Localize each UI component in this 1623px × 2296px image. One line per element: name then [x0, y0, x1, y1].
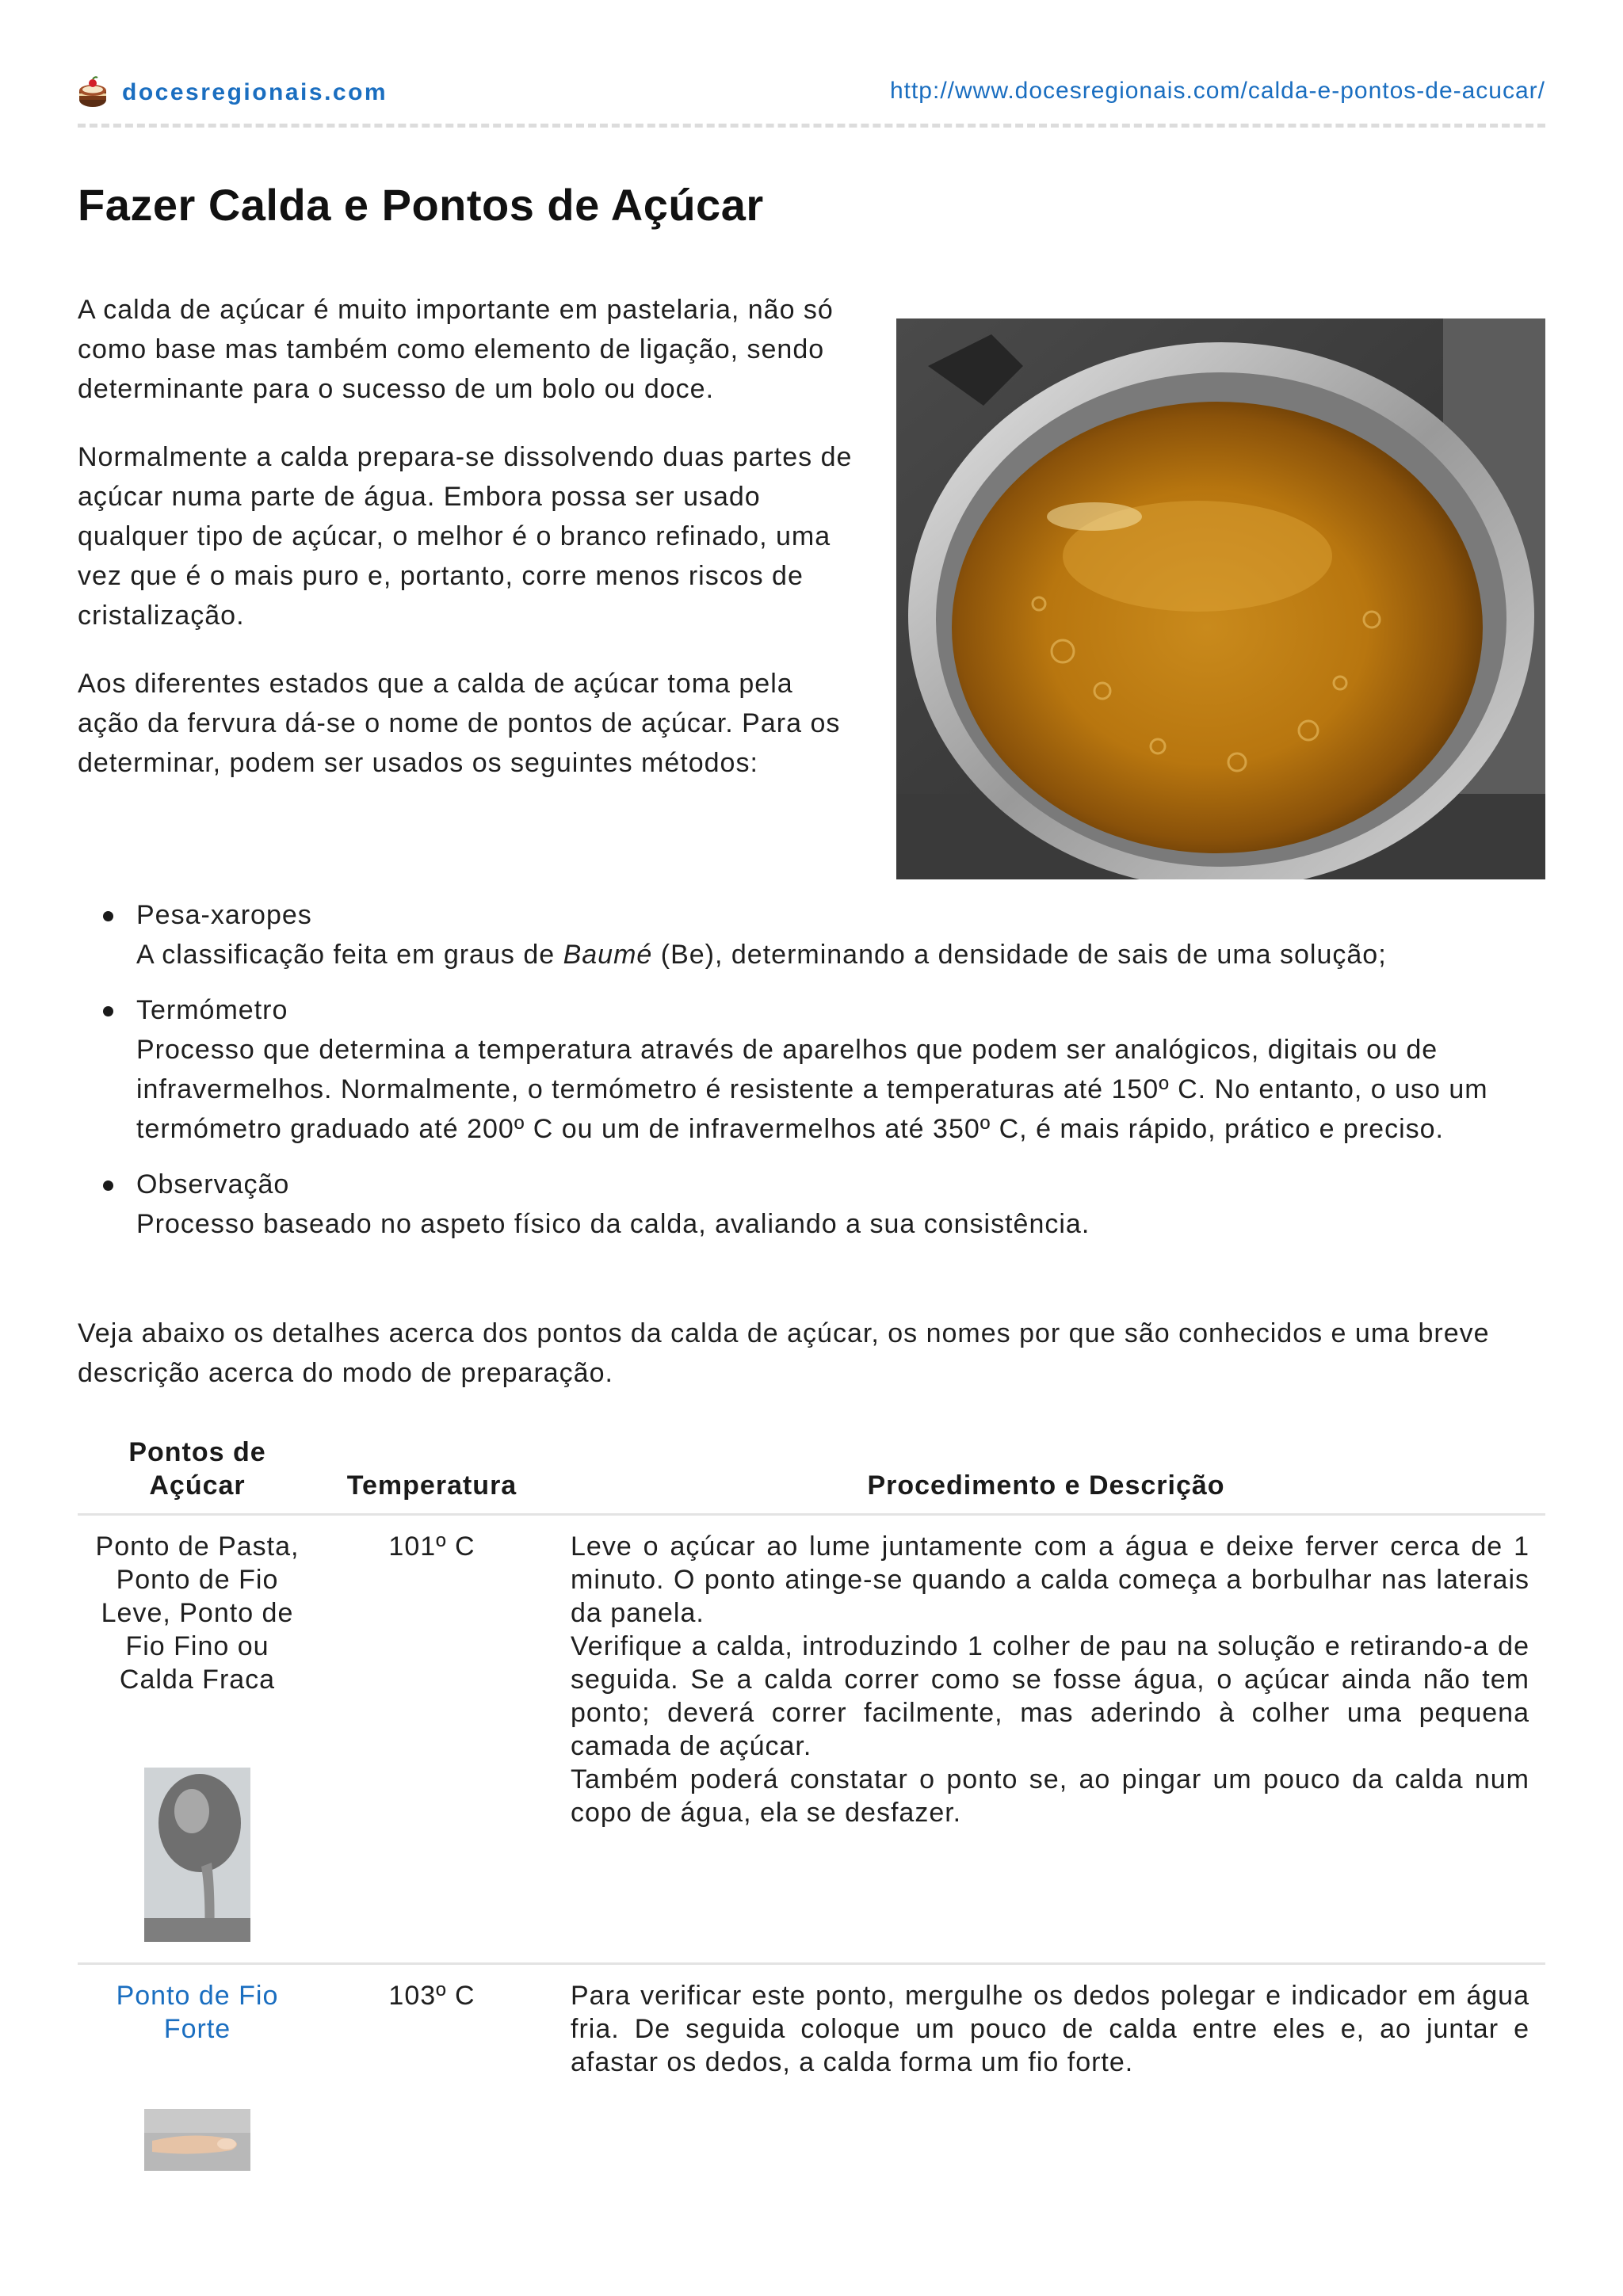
outro-paragraph: Veja abaixo os detalhes acerca dos pontos da calda de açúcar, os nomes por que são conhecidos e uma breve descrição acerca do modo de preparação.: [78, 1318, 1490, 1388]
bullet-icon: [103, 1006, 113, 1016]
header-divider: [78, 124, 1545, 128]
method-title: Termómetro: [136, 995, 288, 1025]
cake-icon: [78, 76, 108, 109]
list-item: [78, 1165, 1545, 1244]
temperature-cell: 101º C: [388, 1531, 475, 1562]
spoon-syrup-thumbnail: [144, 1768, 250, 1942]
temperature-cell: 103º C: [388, 1981, 475, 2011]
column-header-points: Pontos de Açúcar: [128, 1437, 266, 1501]
method-title: Observação: [136, 1169, 290, 1199]
bullet-icon: [103, 1180, 113, 1191]
method-description: [136, 935, 1545, 974]
table-row: [78, 1964, 1545, 2192]
brand-link[interactable]: [78, 76, 388, 109]
brand-name: docesregionais.com: [122, 79, 388, 105]
point-cell: [78, 1964, 317, 2192]
method-title: Pesa-xaropes: [136, 900, 312, 930]
intro-paragraph: Aos diferentes estados que a calda de açúcar toma pela ação da fervura dá-se o nome de pontos de açúcar. Para os determinar, podem ser usados os seguintes métodos:: [78, 669, 841, 778]
description-text: Também poderá constatar o ponto se, ao pingar um pouco da calda num copo de água, ela se desfazer.: [571, 1764, 1529, 1828]
description-cell: [547, 1515, 1545, 1964]
list-item: [78, 990, 1545, 1149]
description-cell: [547, 1964, 1545, 2192]
intro-paragraph: Normalmente a calda prepara-se dissolvendo duas partes de açúcar numa parte de água. Embora possa ser usado qualquer tipo de açúcar, o melhor é o branco refinado, uma vez que é o mais puro e, portanto, corre menos riscos de cristalização.: [78, 442, 853, 631]
method-description: Processo que determina a temperatura através de aparelhos que podem ser analógicos, digitais ou de infravermelhos. Normalmente, o termómetro é resistente a temperaturas até 150º C. No entanto, o uso um termómetro graduado até 200º C ou um de infravermelhos até 350º C, é mais rápido, prático e preciso.: [136, 1035, 1488, 1144]
column-header-temperature: Temperatura: [346, 1470, 517, 1501]
column-header-description: Procedimento e Descrição: [867, 1470, 1225, 1501]
intro-paragraph: A calda de açúcar é muito importante em pastelaria, não só como base mas também como elemento de ligação, sendo determinante para o sucesso de um bolo ou doce.: [78, 295, 834, 404]
fingers-syrup-thumbnail: [144, 2109, 250, 2171]
description-text: Verifique a calda, introduzindo 1 colher de pau na solução e retirando-a de seguida. Se a calda correr como se fosse água, o açúcar ainda não tem ponto; deverá correr facilmente, mas aderindo à colher uma pequena camada de açúcar.: [571, 1631, 1529, 1761]
table-header-row: [78, 1426, 1545, 1515]
list-item: [78, 895, 1545, 974]
intro-text: [78, 290, 862, 811]
point-name: Ponto de Pasta, Ponto de Fio Leve, Ponto de Fio Fino ou Calda Fraca: [95, 1531, 300, 1695]
point-name-link[interactable]: Ponto de Fio Forte: [116, 1981, 279, 2044]
page-title: Fazer Calda e Pontos de Açúcar: [78, 180, 764, 230]
description-text: Leve o açúcar ao lume juntamente com a água e deixe ferver cerca de 1 minuto. O ponto atinge-se quando a calda começa a borbulhar nas laterais da panela.: [571, 1531, 1529, 1628]
table-row: [78, 1515, 1545, 1964]
method-emphasis: Baumé: [563, 940, 653, 970]
page-url-link[interactable]: http://www.docesregionais.com/calda-e-pontos-de-acucar/: [889, 78, 1545, 104]
method-text: (Be), determinando a densidade de sais de uma solução;: [652, 940, 1387, 970]
sugar-syrup-pan-photo: [896, 318, 1545, 879]
methods-list: [78, 895, 1545, 1260]
method-description: Processo baseado no aspeto físico da calda, avaliando a sua consistência.: [136, 1209, 1090, 1239]
description-text: Para verificar este ponto, mergulhe os dedos polegar e indicador em água fria. De seguida coloque um pouco de calda entre eles e, ao juntar e afastar os dedos, a calda forma um fio forte.: [571, 1981, 1529, 2077]
sugar-points-table: [78, 1426, 1545, 2191]
method-text: A classificação feita em graus de: [136, 940, 563, 970]
site-header: [78, 73, 1545, 117]
bullet-icon: [103, 911, 113, 921]
point-cell: [78, 1515, 317, 1964]
